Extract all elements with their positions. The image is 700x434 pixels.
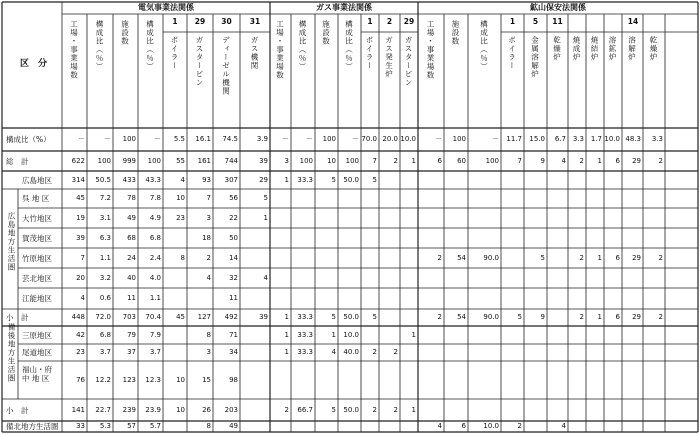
- column-header: 施設数: [451, 20, 460, 46]
- table-cell: 7: [517, 156, 522, 165]
- column-header: 溶鉱炉: [608, 36, 617, 62]
- table-cell: 4: [561, 156, 566, 165]
- table-cell: 448: [71, 313, 85, 321]
- table-cell: 2: [372, 348, 377, 356]
- year-mine-dry: 11: [552, 17, 563, 26]
- table-cell: 7: [372, 156, 377, 165]
- table-cell: 39: [259, 156, 268, 165]
- row-label: 芸北地区: [22, 273, 52, 283]
- table-cell: 2: [437, 253, 442, 262]
- table-cell: 11.7: [506, 135, 522, 143]
- table-cell: 307: [224, 175, 238, 184]
- row-label: 小 計: [6, 405, 29, 415]
- column-header: ボイラー: [507, 36, 517, 70]
- table-cell: 40: [127, 273, 136, 282]
- table-cell: 22: [229, 213, 238, 222]
- row-label: 備北地方生活圏: [6, 422, 59, 431]
- column-header: 構成比（％）: [479, 20, 489, 71]
- table-cell: －: [78, 135, 85, 143]
- table-cell: 141: [71, 405, 85, 414]
- table-cell: 8: [206, 422, 211, 430]
- table-cell: 56: [229, 194, 238, 202]
- row-label: 総 計: [6, 156, 29, 166]
- row-label: 竹原地区: [22, 253, 52, 263]
- column-header: 乾燥炉: [552, 36, 562, 62]
- table-cell: 79: [127, 330, 136, 339]
- table-cell: 7: [80, 253, 85, 262]
- column-header: 焼結炉: [590, 36, 599, 62]
- table-cell: 4.9: [149, 213, 161, 222]
- table-cell: 100: [345, 156, 359, 165]
- table-cell: 42: [76, 330, 85, 339]
- kubun-header: 区 分: [20, 59, 48, 69]
- table-cell: 23.9: [145, 405, 161, 414]
- table-cell: 1: [284, 175, 289, 184]
- table-cell: 239: [122, 405, 136, 414]
- table-cell: 5.7: [149, 422, 161, 430]
- table-cell: 33.3: [297, 313, 313, 321]
- table-cell: 50: [229, 233, 238, 242]
- table-cell: 66.7: [297, 405, 313, 414]
- table-cell: 2: [393, 156, 398, 165]
- row-label: 大竹地区: [22, 213, 52, 223]
- table-cell: 4: [331, 348, 336, 356]
- table-cell: 492: [224, 313, 238, 321]
- table-cell: 50.0: [343, 405, 359, 414]
- column-header: 金属溶解炉: [530, 36, 540, 79]
- table-cell: 4: [206, 273, 211, 282]
- table-cell: 49: [127, 213, 136, 222]
- table-cell: 16.1: [195, 135, 211, 143]
- table-cell: 999: [122, 156, 136, 165]
- table-cell: 2: [372, 405, 377, 414]
- column-header: ガスタービン: [404, 36, 413, 87]
- table-cell: 50.5: [95, 175, 111, 184]
- table-cell: 39: [76, 233, 85, 242]
- table-cell: 10.0: [483, 422, 499, 430]
- table-cell: 11: [229, 294, 238, 302]
- table-cell: 4: [437, 422, 442, 430]
- row-label: 三原地区: [22, 330, 52, 340]
- year-mine-boiler: 1: [509, 17, 516, 26]
- table-cell: 9: [540, 156, 545, 165]
- table-cell: 10: [176, 194, 185, 202]
- table-cell: 2: [393, 348, 398, 356]
- column-header: 溶解炉: [627, 36, 637, 62]
- table-cell: 32: [229, 273, 238, 282]
- table-cell: 93: [202, 175, 211, 184]
- table-cell: 98: [229, 375, 238, 384]
- table-cell: 5: [517, 313, 522, 321]
- table-cell: 3: [206, 348, 211, 356]
- column-header: 構成比（％）: [95, 20, 104, 71]
- table-cell: 3.2: [99, 273, 111, 282]
- table-cell: 5.5: [173, 135, 185, 143]
- table-cell: 5: [331, 405, 336, 414]
- year-mine-metal: 5: [532, 17, 539, 26]
- table-cell: 6.3: [99, 233, 111, 242]
- table-cell: 1: [263, 213, 268, 222]
- table-cell: 76: [76, 375, 85, 384]
- table-cell: 3.3: [651, 135, 663, 143]
- table-cell: 5: [372, 313, 377, 321]
- table-cell: －: [435, 135, 442, 143]
- table-cell: 4.0: [149, 273, 161, 282]
- column-header: 構成比（％）: [344, 20, 354, 71]
- table-cell: 5: [331, 313, 336, 321]
- table-cell: 24: [127, 253, 136, 262]
- table-cell: 0.6: [99, 294, 111, 302]
- table-cell: 1.7: [590, 135, 602, 143]
- table-cell: 2: [579, 156, 584, 165]
- table-cell: 4: [561, 422, 566, 430]
- table-cell: 45: [76, 194, 85, 202]
- table-cell: 54: [457, 313, 466, 321]
- table-cell: 2.4: [149, 253, 161, 262]
- table-cell: 40.0: [343, 348, 359, 356]
- table-cell: 1: [331, 330, 336, 339]
- table-cell: 15.0: [529, 135, 545, 143]
- table-cell: 6: [615, 253, 620, 262]
- table-cell: 54: [457, 253, 466, 262]
- table-cell: 23: [176, 213, 185, 222]
- table-cell: 5: [331, 175, 336, 184]
- table-cell: 12.3: [145, 375, 161, 384]
- table-cell: 33.3: [297, 348, 313, 356]
- group-electric: 電気事業法関係: [138, 3, 194, 12]
- table-cell: 127: [197, 313, 211, 321]
- table-cell: 100: [97, 156, 111, 165]
- table-cell: 15: [202, 375, 211, 384]
- table-cell: 433: [122, 175, 136, 184]
- column-header: 施設数: [120, 20, 130, 46]
- table-cell: 4: [180, 175, 185, 184]
- table-cell: 26: [202, 405, 211, 414]
- table-cell: 29: [632, 253, 641, 262]
- table-cell: 6: [615, 313, 620, 321]
- table-cell: －: [306, 135, 313, 143]
- table-cell: 2: [437, 313, 442, 321]
- table-cell: 90.0: [483, 253, 499, 262]
- column-header: ボイラー: [170, 36, 179, 70]
- table-cell: －: [104, 135, 111, 143]
- table-cell: 1: [597, 253, 602, 262]
- table-cell: 57: [127, 422, 136, 430]
- table-cell: 2: [658, 313, 663, 321]
- year-elec-gasturbine: 29: [194, 17, 206, 26]
- table-cell: 6: [461, 422, 466, 430]
- table-cell: 72.0: [95, 313, 111, 321]
- table-cell: 34: [229, 348, 238, 356]
- table-cell: 1: [411, 405, 416, 414]
- table-cell: 744: [224, 156, 238, 165]
- table-cell: 1: [597, 313, 602, 321]
- row-label: 尾道地区: [22, 348, 52, 357]
- column-header: 施設数: [321, 20, 331, 46]
- table-cell: 8: [180, 253, 185, 262]
- table-cell: 4: [80, 294, 85, 302]
- table-cell: 78: [127, 194, 136, 202]
- row-label: 呉 地 区: [22, 194, 50, 203]
- table-cell: 6.8: [99, 330, 111, 339]
- year-gas-boiler: 1: [367, 17, 373, 26]
- block-label-hiroshima: 広島地方生活圏: [7, 212, 16, 272]
- column-header: 工場・事業場数: [69, 20, 79, 80]
- table-cell: 50.0: [343, 313, 359, 321]
- table-cell: 3: [206, 213, 211, 222]
- table-cell: 1.1: [99, 253, 111, 262]
- table-cell: 1: [411, 330, 416, 339]
- table-cell: 703: [122, 313, 136, 321]
- table-cell: 100: [485, 156, 499, 165]
- table-cell: 3.9: [256, 135, 268, 143]
- table-cell: 3.7: [149, 348, 161, 356]
- table-cell: 18: [202, 233, 211, 242]
- table-cell: －: [154, 135, 161, 143]
- table-cell: 314: [71, 175, 85, 184]
- column-header: 工場・事業場数: [426, 20, 435, 80]
- column-header: ガスタービン: [195, 36, 204, 87]
- row-label: 広島地区: [22, 175, 52, 185]
- table-cell: 1.1: [149, 294, 161, 302]
- table-cell: 5: [540, 253, 545, 262]
- table-cell: 71: [229, 330, 238, 339]
- table-cell: 68: [127, 233, 136, 242]
- column-header: 乾燥炉: [649, 36, 658, 62]
- row-label: 福山・府中 地 区: [22, 365, 52, 383]
- table-cell: 7: [206, 194, 211, 202]
- table-cell: 2: [284, 405, 289, 414]
- column-header: 工場・事業場数: [275, 20, 285, 80]
- table-cell: 12.2: [95, 375, 111, 384]
- table-cell: 100: [299, 156, 313, 165]
- table-cell: 4: [263, 273, 268, 282]
- table-cell: 45: [176, 313, 185, 321]
- table-cell: 2: [206, 253, 211, 262]
- column-header: 構成比（％）: [298, 20, 307, 71]
- table-cell: 2: [658, 253, 663, 262]
- table-cell: 9: [540, 313, 545, 321]
- table-cell: 3.3: [572, 135, 584, 143]
- year-mine-rest: 14: [627, 17, 639, 26]
- table-cell: 7.2: [99, 194, 111, 202]
- table-cell: 1: [411, 156, 416, 165]
- table-cell: 10: [176, 405, 185, 414]
- table-cell: 161: [197, 156, 211, 165]
- table-cell: 2: [517, 422, 522, 430]
- row-label: 江能地区: [22, 294, 52, 303]
- table-cell: 5.3: [99, 422, 111, 430]
- table-cell: 2: [658, 156, 663, 165]
- table-cell: 39: [259, 313, 268, 321]
- table-cell: 1: [597, 156, 602, 165]
- table-cell: 23: [76, 348, 85, 356]
- table-cell: －: [492, 135, 499, 143]
- year-gas-turbine: 29: [403, 17, 415, 26]
- table-cell: 8: [206, 330, 211, 339]
- column-header: 構成比（％）: [145, 20, 155, 71]
- table-cell: 3: [284, 156, 289, 165]
- table-cell: 22.7: [95, 405, 111, 414]
- table-cell: 33: [76, 422, 85, 430]
- table-cell: 6: [437, 156, 442, 165]
- table-cell: 37: [127, 348, 136, 356]
- table-cell: 1: [284, 330, 289, 339]
- table-cell: 100: [122, 135, 136, 143]
- table-cell: 20: [76, 273, 85, 282]
- table-cell: 48.3: [625, 135, 641, 143]
- column-header: ガス機関: [250, 36, 259, 70]
- table-cell: 100: [147, 156, 161, 165]
- table-cell: 2: [579, 313, 584, 321]
- table-cell: 33.3: [297, 330, 313, 339]
- table-cell: 10.0: [343, 330, 359, 339]
- row-label: 小 計: [6, 313, 29, 322]
- table-cell: 5: [263, 194, 268, 202]
- table-cell: 29: [632, 313, 641, 321]
- year-elec-diesel: 30: [221, 17, 232, 26]
- row-label: 構成比（%）: [6, 135, 51, 144]
- table-cell: 6: [615, 156, 620, 165]
- table-cell: 33.3: [297, 175, 313, 184]
- table-cell: 29: [632, 156, 641, 165]
- table-cell: 43.3: [145, 175, 161, 184]
- table-cell: 203: [224, 405, 238, 414]
- table-cell: 622: [71, 156, 85, 165]
- year-elec-boiler: 1: [172, 17, 178, 26]
- table-cell: 7.8: [149, 194, 161, 202]
- group-mine: 鉱山保安法関係: [530, 3, 586, 12]
- table-cell: 20.0: [382, 135, 398, 143]
- table-cell: 6.8: [149, 233, 161, 242]
- table-cell: 10: [327, 156, 336, 165]
- table-cell: 100: [322, 135, 336, 143]
- table-cell: 1: [284, 348, 289, 356]
- table-cell: 10: [176, 375, 185, 384]
- table-cell: 60: [457, 156, 466, 165]
- year-gas-generator: 2: [386, 17, 393, 26]
- year-elec-gasengine: 31: [249, 17, 261, 26]
- table-cell: 10.0: [400, 135, 416, 143]
- table-cell: 2: [579, 253, 584, 262]
- column-header: ディーゼル機関: [221, 36, 231, 96]
- table-cell: 3.1: [99, 213, 111, 222]
- table-cell: 19: [76, 213, 85, 222]
- column-header: 焼成炉: [572, 36, 581, 62]
- row-label: 賀茂地区: [22, 233, 52, 243]
- table-cell: 49: [229, 422, 238, 430]
- table-cell: 7.9: [149, 330, 161, 339]
- table-cell: 90.0: [483, 313, 499, 321]
- table-cell: 29: [259, 175, 268, 184]
- table-cell: 123: [122, 375, 136, 384]
- table-cell: 55: [176, 156, 185, 165]
- table-cell: 1: [284, 313, 289, 321]
- table-cell: 11: [127, 294, 136, 302]
- table-cell: 14: [229, 253, 238, 262]
- column-header: ガス発生炉: [384, 36, 394, 79]
- table-cell: 10.0: [604, 135, 620, 143]
- table-cell: 2: [393, 405, 398, 414]
- table-cell: 100: [452, 135, 466, 143]
- table-cell: 6.7: [554, 135, 566, 143]
- block-label-bingo: 備後地方生活圏: [7, 323, 16, 383]
- table-cell: 5: [372, 175, 377, 184]
- table-cell: 3.7: [99, 348, 111, 356]
- table-cell: 70.0: [361, 135, 377, 143]
- table-cell: －: [352, 135, 359, 143]
- table-cell: －: [282, 135, 289, 143]
- group-gas: ガス事業法関係: [316, 3, 372, 12]
- table-cell: 50.0: [343, 175, 359, 184]
- table-cell: 74.5: [222, 135, 238, 143]
- column-header: ボイラー: [365, 36, 374, 70]
- table-cell: 70.4: [145, 313, 161, 321]
